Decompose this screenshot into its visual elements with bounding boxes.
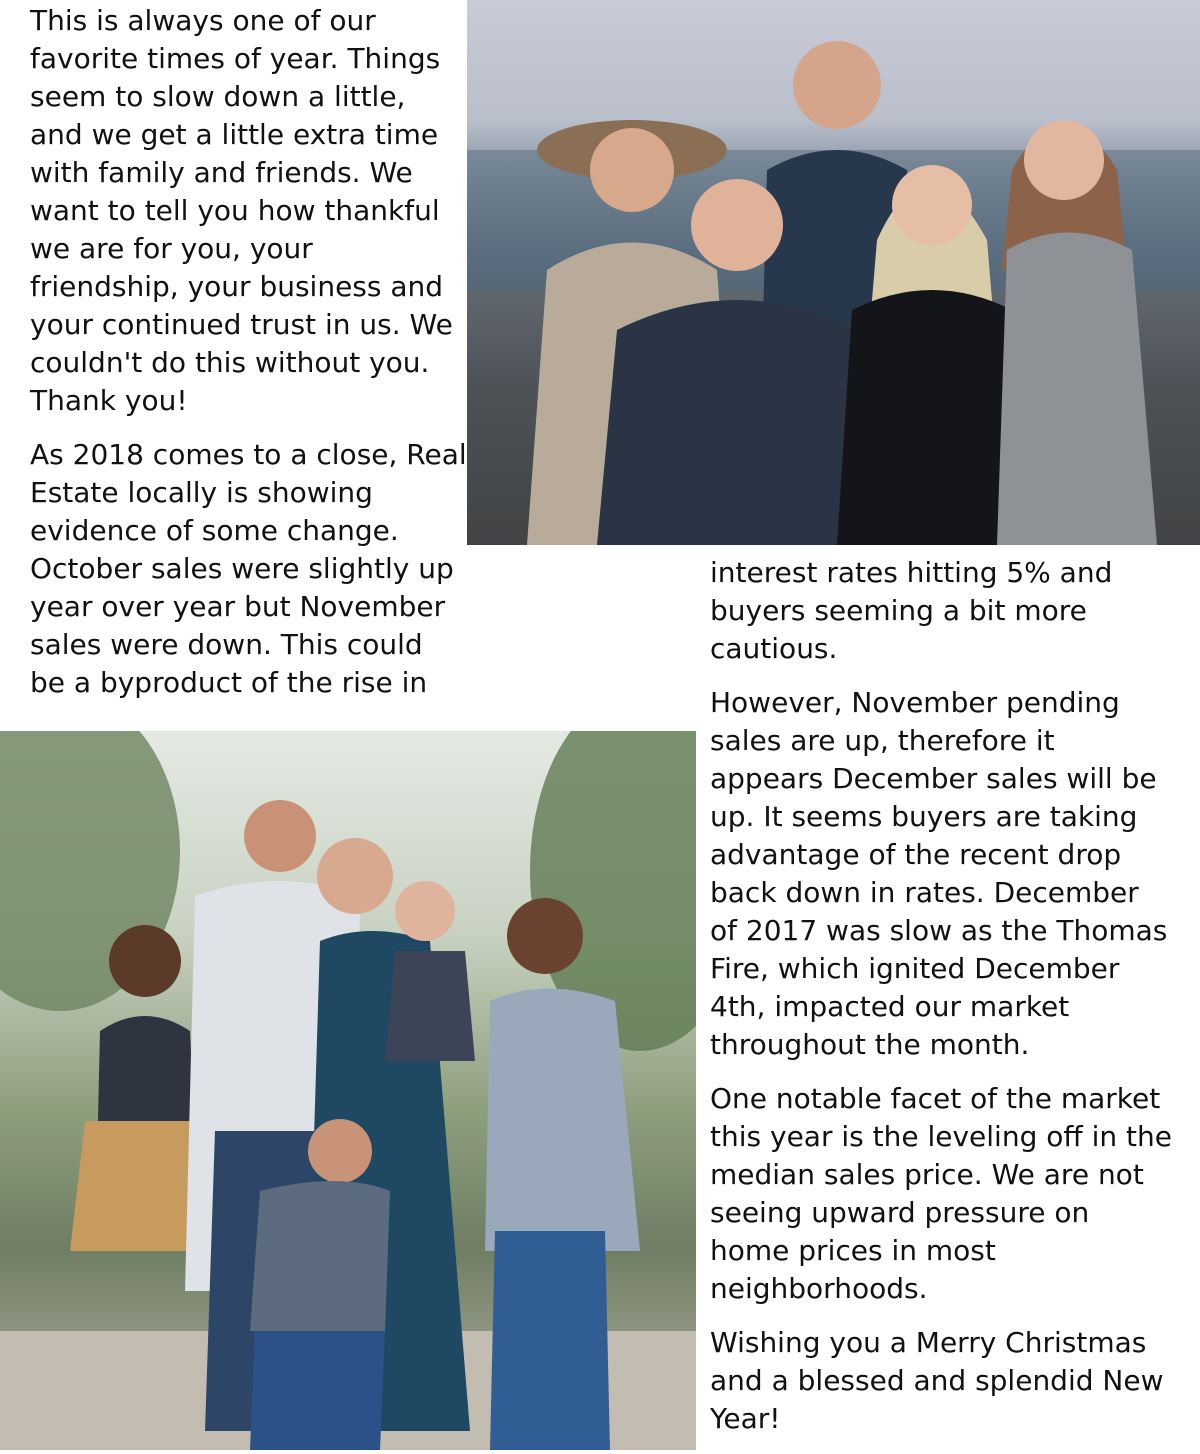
family-photo-beach (467, 0, 1200, 545)
paragraph-median-price: One notable facet of the market this year is the leveling off in the median sales price. We are not seeing upward pressure on home prices in most neighborhoods. (710, 1082, 1172, 1305)
right-text-column (710, 554, 1180, 1454)
paragraph-intro: This is always one of our favorite times of year. Things seem to slow down a little, and we get a little extra time with family and friends. We want to tell you how thankful we are for you, your friendship, your business and your continued trust in us. We couldn't do this without you. Thank you! (30, 4, 453, 417)
family-photo-garden (0, 731, 696, 1450)
left-text-column (30, 2, 470, 718)
paragraph-holiday-wishes: Wishing you a Merry Christmas and a blessed and splendid New Year! (710, 1326, 1164, 1435)
family-photo-beach-illustration (467, 0, 1200, 545)
paragraph-rates: interest rates hitting 5% and buyers seeming a bit more cautious. (710, 556, 1113, 665)
family-photo-garden-illustration (0, 731, 696, 1450)
paragraph-market-change: As 2018 comes to a close, Real Estate locally is showing evidence of some change. October sales were slightly up year over year but November sales were down. This could be a byproduct of the rise in (30, 438, 467, 699)
paragraph-pending-sales: However, November pending sales are up, therefore it appears December sales will be up. It seems buyers are taking advantage of the recent drop back down in rates. December of 2017 was slow as the Thomas Fire, which ignited December 4th, impacted our market throughout the month. (710, 686, 1168, 1061)
